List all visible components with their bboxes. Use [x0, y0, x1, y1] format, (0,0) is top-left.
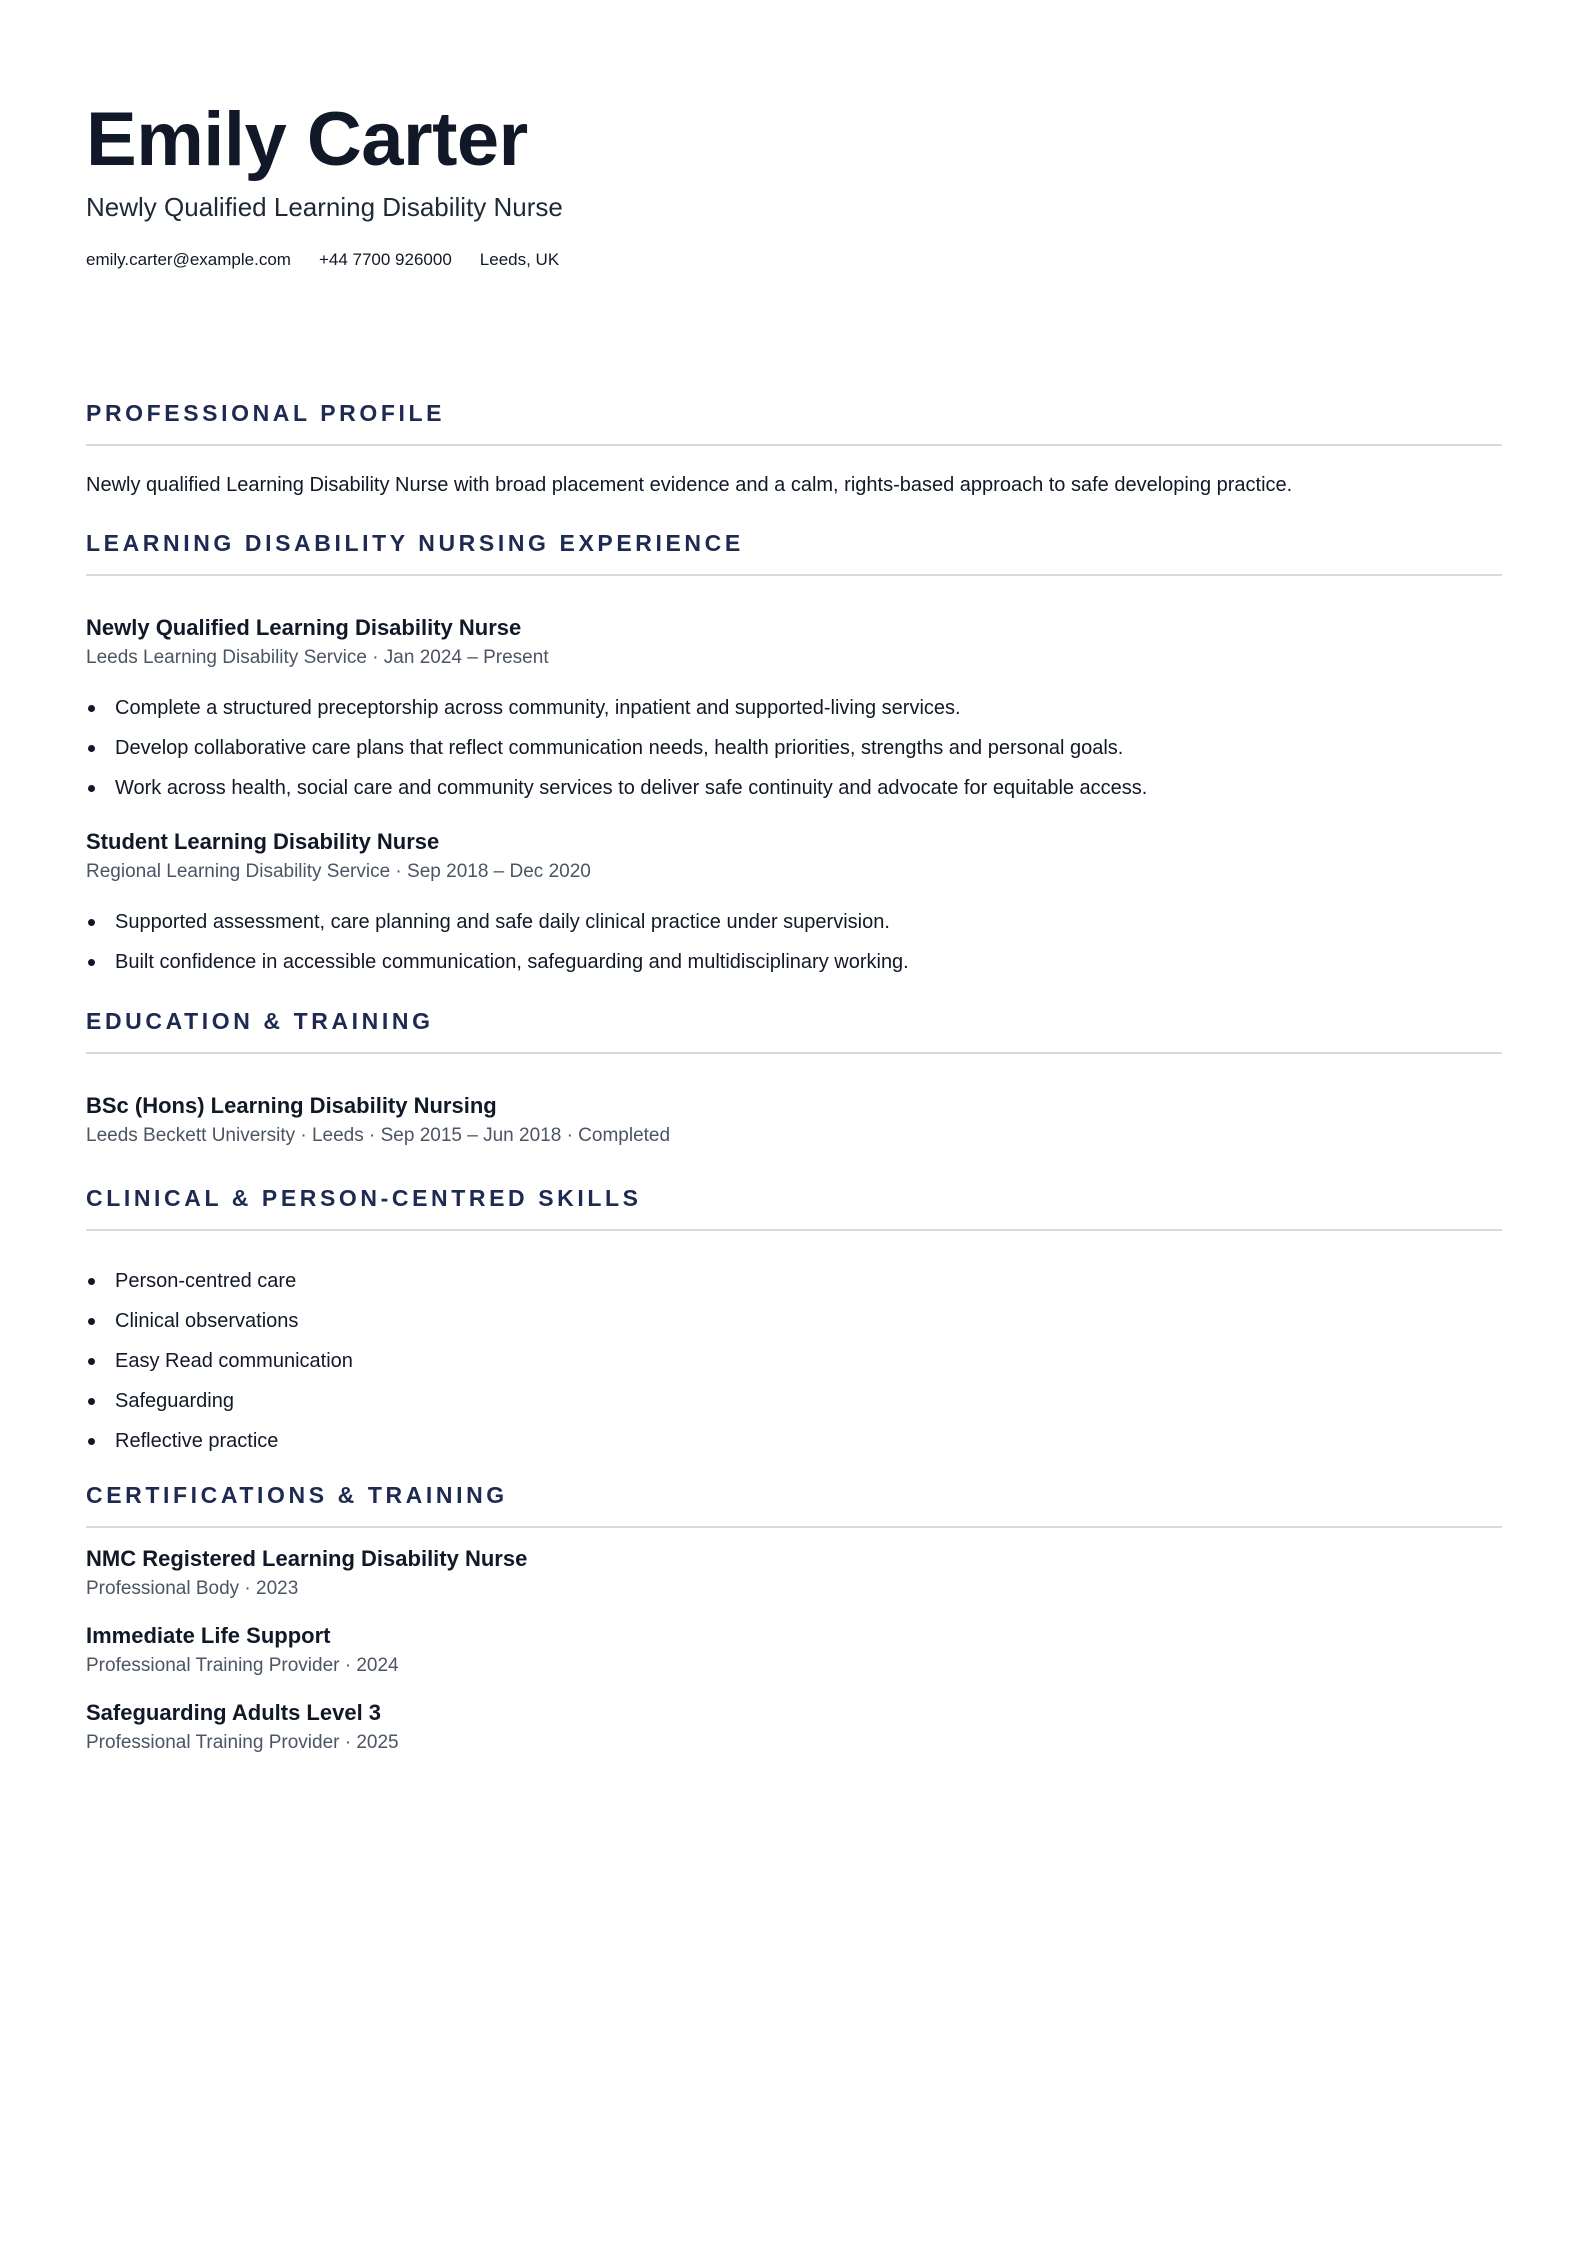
- section-divider: [86, 574, 1502, 576]
- experience-section: [86, 529, 1502, 976]
- list-item: [86, 694, 1502, 722]
- certification-title: Safeguarding Adults Level 3: [86, 1700, 382, 1725]
- job-meta: Leeds Learning Disability Service · Jan 2024 – Present: [86, 647, 549, 668]
- candidate-name: Emily Carter: [86, 97, 528, 182]
- list-item: [86, 1347, 1502, 1375]
- resume-header: [86, 94, 1502, 271]
- job-bullet-text: Complete a structured preceptorship across community, inpatient and supported-living services.: [115, 697, 961, 719]
- list-item: [86, 1307, 1502, 1335]
- list-item: [86, 1267, 1502, 1295]
- job-entry: [86, 827, 1502, 976]
- certification-meta: Professional Body · 2023: [86, 1578, 299, 1599]
- contact-phone: +44 7700 926000: [318, 250, 452, 269]
- list-item: [86, 1427, 1502, 1455]
- bullet-icon: [88, 1398, 95, 1405]
- certification-title: NMC Registered Learning Disability Nurse: [86, 1546, 528, 1571]
- bullet-icon: [88, 705, 95, 712]
- bullet-icon: [88, 1358, 95, 1365]
- certification-meta: Professional Training Provider · 2025: [86, 1732, 399, 1753]
- job-bullets: [86, 908, 1502, 976]
- section-title-profile: PROFESSIONAL PROFILE: [86, 400, 446, 426]
- job-bullets: [86, 694, 1502, 802]
- contact-line: [86, 249, 1502, 271]
- list-item: [86, 908, 1502, 936]
- bullet-icon: [88, 959, 95, 966]
- section-title-certifications: CERTIFICATIONS & TRAINING: [86, 1482, 508, 1508]
- bullet-icon: [88, 785, 95, 792]
- certification-entry: [86, 1544, 1502, 1602]
- skills-section: [86, 1184, 1502, 1455]
- degree-meta: Leeds Beckett University · Leeds · Sep 2015 – Jun 2018 · Completed: [86, 1125, 671, 1146]
- education-entry: [86, 1091, 1502, 1149]
- skills-list: [86, 1267, 1502, 1455]
- job-meta: Regional Learning Disability Service · Sep 2018 – Dec 2020: [86, 861, 591, 882]
- job-bullet-text: Built confidence in accessible communication, safeguarding and multidisciplinary working.: [115, 951, 909, 973]
- list-item: [86, 774, 1502, 802]
- skill-text: Person-centred care: [115, 1270, 297, 1292]
- contact-location: Leeds, UK: [479, 250, 560, 269]
- certification-title: Immediate Life Support: [86, 1623, 331, 1648]
- bullet-icon: [88, 745, 95, 752]
- profile-section: [86, 399, 1502, 499]
- job-title: Student Learning Disability Nurse: [86, 829, 440, 854]
- profile-summary: Newly qualified Learning Disability Nurse with broad placement evidence and a calm, rights-based approach to safe developing practice.: [86, 474, 1293, 496]
- list-item: [86, 948, 1502, 976]
- bullet-icon: [88, 1278, 95, 1285]
- degree-title: BSc (Hons) Learning Disability Nursing: [86, 1093, 497, 1118]
- candidate-headline: Newly Qualified Learning Disability Nurse: [86, 192, 563, 222]
- certification-entry: [86, 1621, 1502, 1679]
- job-bullet-text: Develop collaborative care plans that reflect communication needs, health priorities, strengths and personal goals.: [115, 737, 1124, 759]
- job-entry: [86, 613, 1502, 802]
- section-divider: [86, 444, 1502, 446]
- list-item: [86, 1387, 1502, 1415]
- section-divider: [86, 1526, 1502, 1528]
- bullet-icon: [88, 1438, 95, 1445]
- skill-text: Safeguarding: [115, 1390, 234, 1412]
- skill-text: Clinical observations: [115, 1310, 299, 1332]
- certification-entry: [86, 1698, 1502, 1756]
- section-divider: [86, 1052, 1502, 1054]
- education-section: [86, 1007, 1502, 1149]
- section-title-education: EDUCATION & TRAINING: [86, 1008, 434, 1034]
- list-item: [86, 734, 1502, 762]
- section-title-experience: LEARNING DISABILITY NURSING EXPERIENCE: [86, 530, 744, 556]
- certification-meta: Professional Training Provider · 2024: [86, 1655, 399, 1676]
- contact-email: emily.carter@example.com: [86, 250, 291, 269]
- bullet-icon: [88, 919, 95, 926]
- certifications-section: [86, 1481, 1502, 1756]
- section-divider: [86, 1229, 1502, 1231]
- bullet-icon: [88, 1318, 95, 1325]
- skill-text: Easy Read communication: [115, 1350, 353, 1372]
- job-title: Newly Qualified Learning Disability Nurse: [86, 615, 522, 640]
- job-bullet-text: Supported assessment, care planning and safe daily clinical practice under supervision.: [115, 911, 890, 933]
- job-bullet-text: Work across health, social care and community services to deliver safe continuity and advocate for equitable access.: [115, 777, 1148, 799]
- section-title-skills: CLINICAL & PERSON-CENTRED SKILLS: [86, 1185, 642, 1211]
- skill-text: Reflective practice: [115, 1430, 279, 1452]
